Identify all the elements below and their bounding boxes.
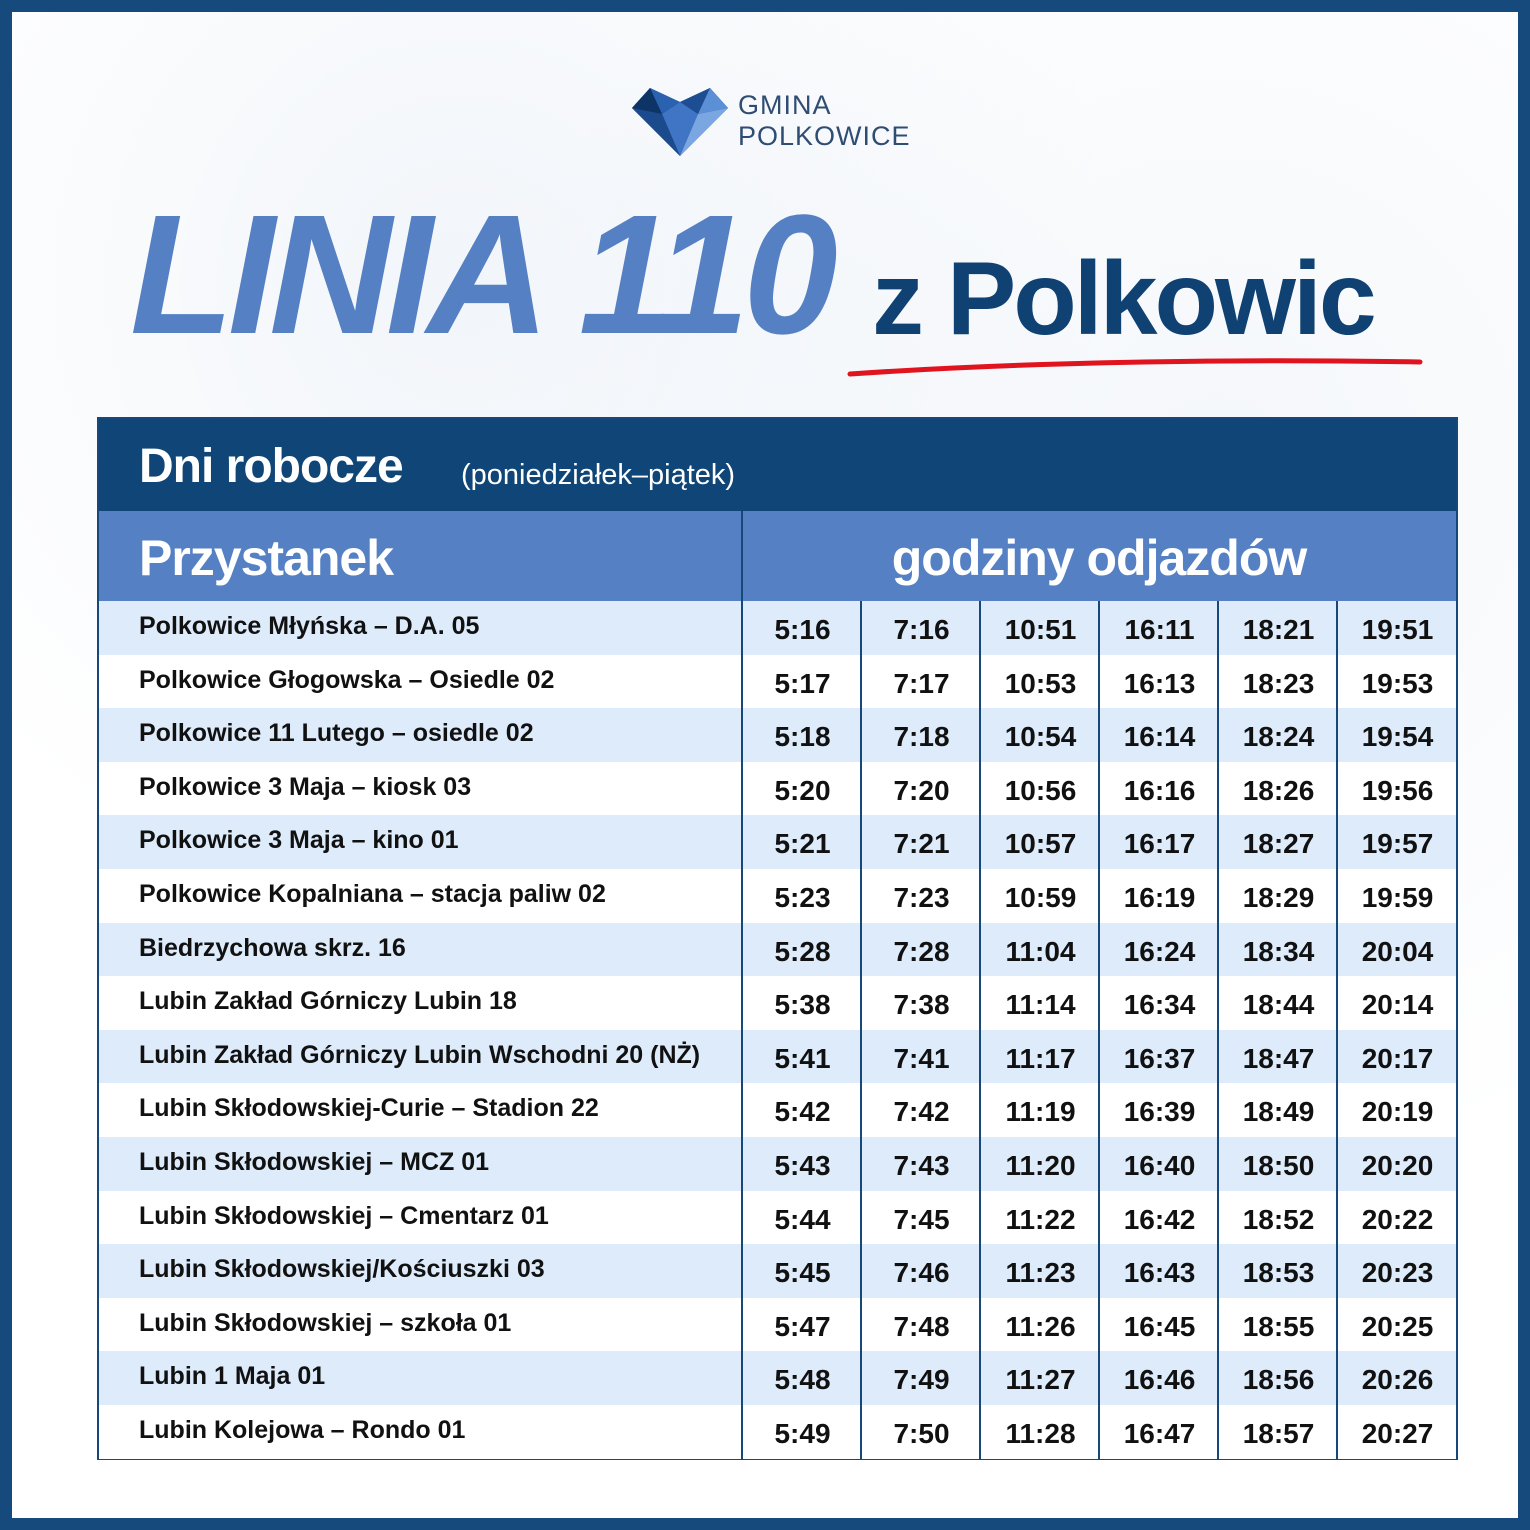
departure-time: 16:34 <box>1123 989 1196 1021</box>
column-divider <box>1217 601 1219 1460</box>
stop-name: Lubin Skłodowskiej – MCZ 01 <box>139 1147 490 1176</box>
departure-time: 7:41 <box>893 1042 950 1074</box>
departure-time: 7:45 <box>893 1203 950 1235</box>
departure-time: 5:49 <box>774 1417 831 1449</box>
departure-time: 5:20 <box>774 774 831 806</box>
stop-name: Polkowice 3 Maja – kiosk 03 <box>139 772 472 801</box>
departure-time: 11:28 <box>1005 1417 1076 1449</box>
stop-name: Polkowice Młyńska – D.A. 05 <box>139 612 480 640</box>
stop-name: Lubin Skłodowskiej/Kościuszki 03 <box>139 1255 545 1284</box>
timetable-rows <box>99 601 1456 1459</box>
departure-time: 20:20 <box>1361 1149 1434 1181</box>
stop-name: Lubin Zakład Górniczy Lubin Wschodni 20 (NŻ) <box>139 1040 701 1069</box>
departure-time: 18:52 <box>1242 1203 1315 1235</box>
departure-time: 20:26 <box>1361 1364 1434 1396</box>
departure-time: 5:43 <box>774 1149 831 1181</box>
stop-name: Polkowice Kopalniana – stacja paliw 02 <box>139 879 606 908</box>
table-row <box>99 869 1456 923</box>
departure-time: 5:28 <box>774 935 831 967</box>
table-row <box>99 815 1456 869</box>
departure-time: 7:42 <box>893 1096 950 1128</box>
departure-time: 7:48 <box>893 1310 950 1342</box>
logo-line-1: GMINA <box>738 90 832 120</box>
days-header <box>99 419 1456 511</box>
departure-time: 7:50 <box>893 1417 950 1449</box>
departure-time: 18:55 <box>1242 1310 1315 1342</box>
departure-time: 16:43 <box>1123 1257 1196 1289</box>
column-divider <box>979 601 981 1460</box>
stop-name: Polkowice 11 Lutego – osiedle 02 <box>139 719 534 748</box>
column-divider <box>1336 601 1338 1460</box>
departure-time: 5:44 <box>774 1203 831 1235</box>
departure-time: 16:39 <box>1123 1096 1196 1128</box>
departure-time: 19:54 <box>1361 721 1434 753</box>
table-row <box>99 1405 1456 1459</box>
departure-time: 16:13 <box>1123 667 1196 699</box>
table-row <box>99 1244 1456 1298</box>
departure-time: 5:38 <box>774 989 831 1021</box>
departure-time: 18:29 <box>1242 881 1315 913</box>
departure-time: 11:23 <box>1005 1257 1076 1289</box>
departure-time: 7:21 <box>893 828 950 860</box>
table-row <box>99 1191 1456 1245</box>
departure-time: 16:42 <box>1123 1203 1196 1235</box>
departure-time: 16:45 <box>1123 1310 1196 1342</box>
line-title: LINIA 110 <box>130 180 832 370</box>
column-divider <box>860 601 862 1460</box>
header-divider <box>741 511 743 601</box>
departure-time: 7:18 <box>893 721 950 753</box>
departure-time: 10:51 <box>1004 614 1077 645</box>
departure-time: 7:17 <box>893 667 950 699</box>
departure-time: 16:19 <box>1123 881 1196 913</box>
departure-time: 18:57 <box>1242 1417 1315 1449</box>
departure-time: 19:51 <box>1361 614 1434 645</box>
table-row <box>99 923 1456 977</box>
stop-name: Lubin Skłodowskiej-Curie – Stadion 22 <box>139 1094 599 1123</box>
table-row <box>99 1083 1456 1137</box>
departure-time: 11:04 <box>1005 935 1076 967</box>
departure-time: 7:46 <box>893 1257 950 1289</box>
departure-time: 18:44 <box>1242 989 1315 1021</box>
departure-time: 19:59 <box>1361 881 1434 913</box>
table-row <box>99 1030 1456 1084</box>
days-note: (poniedziałek–piątek) <box>461 459 736 491</box>
stop-name: Polkowice 3 Maja – kino 01 <box>139 826 459 855</box>
departure-time: 5:16 <box>774 614 831 645</box>
departure-time: 11:19 <box>1005 1096 1076 1128</box>
departure-time: 16:17 <box>1123 828 1196 860</box>
departure-time: 7:28 <box>893 935 950 967</box>
departure-time: 11:20 <box>1005 1149 1076 1181</box>
departure-time: 16:46 <box>1123 1364 1196 1396</box>
column-divider <box>741 601 743 1460</box>
departure-time: 7:38 <box>893 989 950 1021</box>
stop-name: Biedrzychowa skrz. 16 <box>139 933 406 962</box>
timetable <box>97 417 1458 1460</box>
departure-time: 18:27 <box>1242 828 1315 860</box>
departure-time: 5:42 <box>774 1096 831 1128</box>
departure-time: 7:20 <box>893 774 950 806</box>
table-row <box>99 1351 1456 1405</box>
departure-time: 18:21 <box>1242 614 1315 645</box>
departure-time: 19:56 <box>1361 774 1434 806</box>
departure-time: 20:19 <box>1361 1096 1434 1128</box>
departure-time: 16:47 <box>1123 1417 1196 1449</box>
stop-name: Polkowice Głogowska – Osiedle 02 <box>139 665 555 694</box>
departure-time: 16:11 <box>1124 614 1195 645</box>
departure-time: 16:37 <box>1123 1042 1196 1074</box>
departure-time: 16:24 <box>1123 935 1196 967</box>
logo-text <box>738 90 911 152</box>
departure-time: 18:24 <box>1242 721 1315 753</box>
departure-time: 7:43 <box>893 1149 950 1181</box>
departure-time: 20:25 <box>1361 1310 1434 1342</box>
departure-time: 5:17 <box>774 667 831 699</box>
departure-time: 18:34 <box>1242 935 1315 967</box>
departure-time: 20:14 <box>1361 989 1434 1021</box>
departure-time: 5:41 <box>774 1042 831 1074</box>
departure-time: 20:23 <box>1361 1257 1434 1289</box>
departure-time: 16:14 <box>1123 721 1196 753</box>
table-row <box>99 655 1456 709</box>
departure-time: 11:17 <box>1005 1042 1076 1074</box>
departure-time: 18:56 <box>1242 1364 1315 1396</box>
departure-time: 11:27 <box>1005 1364 1076 1396</box>
column-divider <box>1098 601 1100 1460</box>
departure-time: 18:26 <box>1242 774 1315 806</box>
table-row <box>99 976 1456 1030</box>
table-row <box>99 601 1456 655</box>
table-row <box>99 708 1456 762</box>
column-header <box>99 511 1456 601</box>
stop-name: Lubin Kolejowa – Rondo 01 <box>139 1415 466 1444</box>
column-header-times: godziny odjazdów <box>891 530 1307 586</box>
departure-time: 10:59 <box>1004 881 1077 913</box>
departure-time: 16:40 <box>1123 1149 1196 1181</box>
departure-time: 18:47 <box>1242 1042 1315 1074</box>
departure-time: 18:53 <box>1242 1257 1315 1289</box>
departure-time: 20:22 <box>1361 1203 1434 1235</box>
stop-name: Lubin 1 Maja 01 <box>139 1362 326 1391</box>
table-row <box>99 1137 1456 1191</box>
departure-time: 20:27 <box>1361 1417 1434 1449</box>
table-row <box>99 762 1456 816</box>
departure-time: 10:56 <box>1004 774 1077 806</box>
gmina-logo <box>632 84 932 156</box>
departure-time: 7:23 <box>893 881 950 913</box>
heart-crystal-icon <box>632 84 728 156</box>
departure-time: 20:17 <box>1361 1042 1434 1074</box>
departure-time: 5:48 <box>774 1364 831 1396</box>
departure-time: 20:04 <box>1361 935 1434 967</box>
stop-name: Lubin Skłodowskiej – szkoła 01 <box>139 1308 512 1337</box>
departure-time: 7:49 <box>893 1364 950 1396</box>
departure-time: 5:21 <box>774 828 831 860</box>
days-label: Dni robocze <box>139 440 403 493</box>
departure-time: 10:53 <box>1004 667 1077 699</box>
departure-time: 19:53 <box>1361 667 1434 699</box>
departure-time: 11:22 <box>1005 1203 1076 1235</box>
stop-name: Lubin Zakład Górniczy Lubin 18 <box>139 987 517 1016</box>
line-direction: z Polkowic <box>872 241 1374 357</box>
departure-time: 19:57 <box>1361 828 1434 860</box>
red-underline <box>846 352 1426 382</box>
departure-time: 11:26 <box>1005 1310 1076 1342</box>
departure-time: 10:57 <box>1004 828 1077 860</box>
departure-time: 5:45 <box>774 1257 831 1289</box>
departure-time: 5:18 <box>774 721 831 753</box>
table-row <box>99 1298 1456 1352</box>
departure-time: 5:23 <box>774 881 831 913</box>
departure-time: 18:49 <box>1242 1096 1315 1128</box>
departure-time: 18:23 <box>1242 667 1315 699</box>
departure-time: 10:54 <box>1004 721 1077 753</box>
departure-time: 7:16 <box>893 614 950 645</box>
stop-name: Lubin Skłodowskiej – Cmentarz 01 <box>139 1201 549 1230</box>
logo-line-2: POLKOWICE <box>738 121 911 151</box>
departure-time: 11:14 <box>1005 989 1076 1021</box>
column-header-stop: Przystanek <box>139 530 394 586</box>
departure-time: 18:50 <box>1242 1149 1315 1181</box>
departure-time: 5:47 <box>774 1310 831 1342</box>
departure-time: 16:16 <box>1123 774 1196 806</box>
